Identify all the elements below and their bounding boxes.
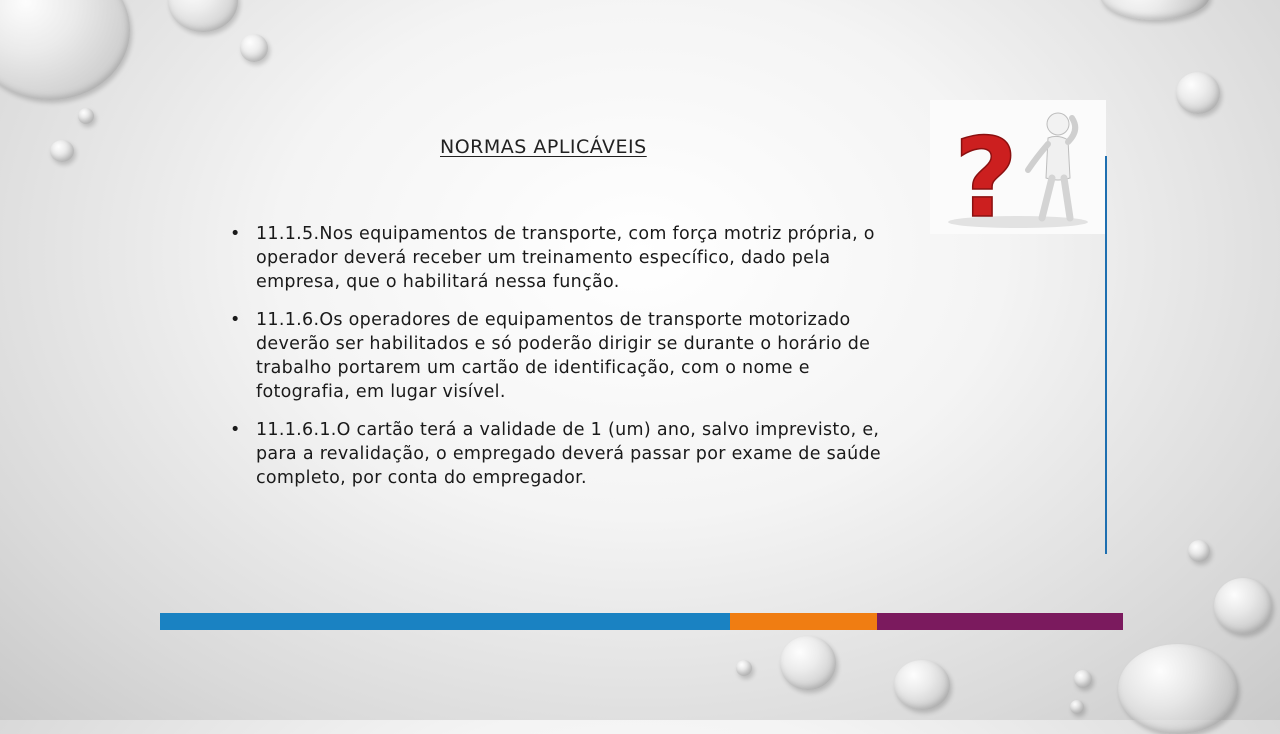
- water-drop-decoration: [240, 34, 268, 62]
- water-drop-decoration: [1074, 670, 1092, 688]
- water-drop-decoration: [1070, 700, 1084, 714]
- water-drop-decoration: [78, 108, 94, 124]
- slide-title: NORMAS APLICÁVEIS: [440, 136, 647, 158]
- question-mark-figure-image: [930, 100, 1106, 234]
- bullet-text: • 11.1.6.1.O cartão terá a validade de 1 (um) ano, salvo imprevisto, e, para a revalidação, o empregado deverá passar por exame de saúde completo, por conta do empregador.: [256, 420, 881, 488]
- bullet-item: [230, 418, 900, 490]
- bullet-list: [230, 222, 900, 504]
- water-drop-decoration: [1100, 0, 1210, 20]
- water-drop-decoration: [894, 660, 950, 710]
- bullet-item: [230, 222, 900, 294]
- water-drop-decoration: [780, 636, 836, 690]
- accent-vertical-line: [1105, 156, 1107, 554]
- footer-bar-blue: [160, 613, 730, 630]
- water-drop-decoration: [1118, 644, 1238, 734]
- bullet-text: • 11.1.5.Nos equipamentos de transporte, com força motriz própria, o operador deverá receber um treinamento específico, dado pela empresa, que o habilitará nessa função.: [256, 224, 875, 292]
- water-drop-decoration: [0, 0, 130, 100]
- question-mark-glyph: ?: [954, 114, 1018, 234]
- water-drop-decoration: [50, 140, 74, 162]
- footer-bar-purple: [877, 613, 1123, 630]
- water-drop-decoration: [1214, 578, 1272, 634]
- water-drop-decoration: [1188, 540, 1210, 562]
- question-mark-figure-icon: [930, 100, 1106, 234]
- bullet-item: [230, 308, 900, 404]
- footer-bar-orange: [730, 613, 877, 630]
- water-drop-decoration: [736, 660, 752, 676]
- bullet-text: • 11.1.6.Os operadores de equipamentos de transporte motorizado deverão ser habilitados e só poderão dirigir se durante o horário de trabalho portarem um cartão de identificação, com o nome e fotografia, em lugar visível.: [256, 310, 871, 402]
- water-drop-decoration: [168, 0, 238, 32]
- water-drop-decoration: [1176, 72, 1220, 114]
